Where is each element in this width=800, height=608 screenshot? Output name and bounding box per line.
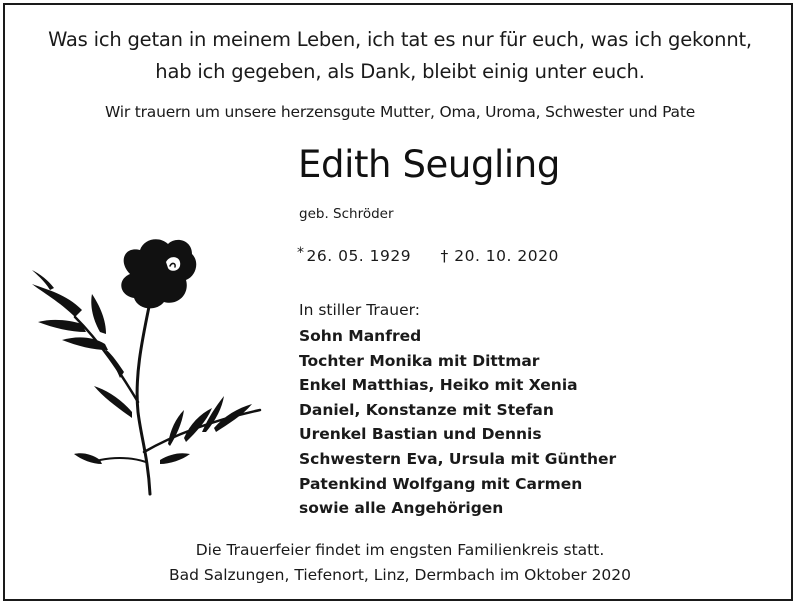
intro-text: Wir trauern um unsere herzensgute Mutter, Oma, Uroma, Schwester und Pate [104,103,696,121]
verse-line-1: Was ich getan in meinem Leben, ich tat es nur für euch, was ich gekonnt, [48,28,752,51]
died-symbol: † [440,247,449,265]
list-item: Sohn Manfred [299,327,422,345]
list-item: Tochter Monika mit Dittmar [299,351,540,370]
verse-line-2: hab ich gegeben, als Dank, bleibt einig unter euch. [155,60,645,83]
birth-date: 26. 05. 1929 [306,247,412,265]
list-item: Schwestern Eva, Ursula mit Günther [299,449,617,468]
death-date: 20. 10. 2020 [454,247,559,265]
closing [0,538,800,588]
life-dates [297,245,559,265]
verse [0,24,800,88]
list-item: Enkel Matthias, Heiko mit Xenia [299,376,578,395]
list-item: Urenkel Bastian und Dennis [299,425,542,444]
mourning-lead: In stiller Trauer: [299,301,420,319]
list-item: Daniel, Konstanze mit Stefan [299,400,554,419]
list-item: sowie alle Angehörigen [299,499,504,518]
birth-name: geb. Schröder [299,206,394,222]
deceased-name: Edith Seugling [298,143,560,186]
mourners-list [299,324,616,521]
place-date: Bad Salzungen, Tiefenort, Linz, Dermbach im Oktober 2020 [168,566,632,584]
list-item: Patenkind Wolfgang mit Carmen [299,474,583,493]
born-symbol: * [297,245,305,261]
rose-flower-icon [20,232,280,502]
funeral-note: Die Trauerfeier findet im engsten Familienkreis statt. [195,541,605,559]
